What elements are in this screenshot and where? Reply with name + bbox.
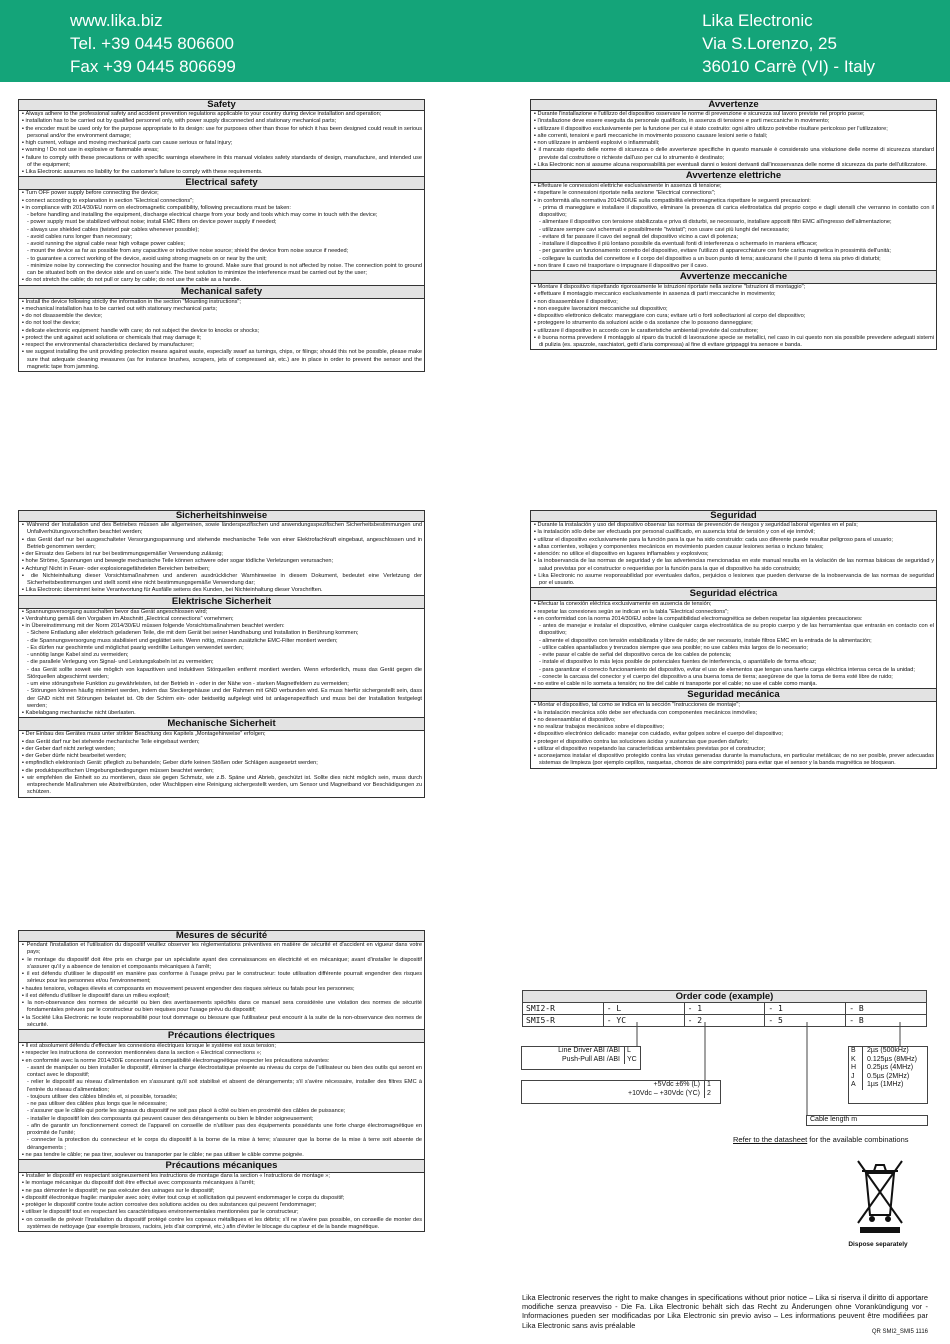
list-item: ▪ hautes tensions, voltages élevés et composants en mouvement peuvent engendrer des risques sérieux ou fatals pour les personnes; bbox=[21, 986, 422, 993]
list-item: ▪ warning ! Do not use in explosive or flammable areas; bbox=[21, 147, 422, 154]
option-code: 1 bbox=[704, 1081, 720, 1090]
list-item: ▪ das Gerät darf nur bei ausgeschalteter Versorgungsspannung und stehende mechanische Teile von einer Elektrofachkraft eingebaut, angeschlossen und in Betrieb genommen werden; bbox=[21, 537, 422, 552]
list-item: ▪ ne pas tendre le câble; ne pas tirer, soulever ou transporter par le câble; ne pas utiliser le câble comme poignée. bbox=[21, 1152, 422, 1159]
sub-list-item: - collegare la custodia del connettore e il corpo del dispositivo a un buon punto di terra; assicurarsi che il punto di terra sia privo di disturbi; bbox=[539, 255, 881, 262]
sub-list-item: - connecter la protection du connecteur et le corps du dispositif à la borne de la mise à terre; s'assurer que la borne de la mise à terre soit absente de dérangements ; bbox=[27, 1137, 422, 1151]
weee-bin-icon bbox=[850, 1153, 908, 1235]
list-item: ▪ la instalación sólo debe ser efectuada por personal cualificado, en ausencia total de tensión y con el eje inmóvil; bbox=[533, 529, 934, 536]
list-item: ▪ Installer le dispositif en respectant soigneusement les instructions de montage dans la section « Instructions de montage »; bbox=[21, 1173, 422, 1180]
contact-info bbox=[70, 9, 236, 78]
list-item: ▪ in compliance with 2014/30/EU norm on electromagnetic compatibility, following precautions must be taken: bbox=[21, 205, 422, 212]
order-code-cell: - 1 bbox=[685, 1003, 766, 1015]
list-item: ▪ en conformidad con la norma 2014/30/EU sobre la compatibilidad electromagnética se deben respetar las siguientes precauciones: bbox=[533, 616, 934, 623]
list-item: ▪ in Übereinstimmung mit der Norm 2014/30/EU müssen folgende Vorsichtsmaßnahmen beachtet werden: bbox=[21, 623, 422, 630]
option-label: Line Driver ABI /ABI bbox=[558, 1047, 620, 1054]
option-label: B bbox=[849, 1047, 863, 1056]
mechanical-safety-list bbox=[530, 702, 937, 768]
cable-length-box: Cable length m bbox=[806, 1115, 928, 1126]
list-item: ▪ Durante la instalación y uso del dispositivo observar las normas de prevención de riesgos y seguridad laboral vigentes en el país; bbox=[533, 522, 934, 529]
electrical-safety-list bbox=[18, 190, 425, 285]
list-item: ▪ mechanical installation has to be carried out with stationary mechanical parts; bbox=[21, 306, 422, 313]
list-item: ▪ protéger le dispositif contre toute action corrosive des solutions acides ou des substances qui peuvent l'endommager; bbox=[21, 1202, 422, 1209]
option-code: 1µs (1MHz) bbox=[867, 1081, 904, 1088]
sub-list-item: - mount the device as far as possible from any capacitive or inductive noise source; shield the device from noise source if needed; bbox=[27, 248, 349, 255]
safety-title: Mesures de sécurité bbox=[18, 930, 425, 942]
safety-title: Safety bbox=[18, 99, 425, 111]
list-item: ▪ effettuare il montaggio meccanico esclusivamente in assenza di parti meccaniche in movimento; bbox=[533, 291, 934, 298]
list-item: ▪ proteger el dispositivo contra las soluciones ácidas y sustancias que pueden dañarlo; bbox=[533, 739, 934, 746]
list-item: ▪ der Einsatz des Gebers ist nur bei bestimmungsgemäßer Verwendung zulässig; bbox=[21, 551, 422, 558]
page-header bbox=[0, 0, 950, 82]
list-item: ▪ high current, voltage and moving mechanical parts can cause serious or fatal injury; bbox=[21, 140, 422, 147]
sub-list-item: - afin de garantir un fonctionnement correct de l'appareil on conseille de n'utiliser pas des équipements possédants une forte charge électromagnétique en proximité de l'unité; bbox=[27, 1122, 422, 1136]
section-fr bbox=[18, 930, 425, 1232]
safety-list bbox=[530, 522, 937, 588]
list-item: ▪ la inobservancia de las normas de seguridad y de las advertencias mencionadas en este manual resulta en la violación de las normas básicas de seguridad y salud previstas por el constructor o requeridas por la función para la que el dispositivo ha sido construido; bbox=[533, 558, 934, 573]
order-code-title: Order code (example) bbox=[522, 990, 927, 1003]
list-item: ▪ è buona norma prevedere il montaggio al riparo da trucioli di lavorazione specie se metallici, nel caso in cui questo non sia possibile prevedere adeguati sistemi di pulizia (es. spazzole, raschiatori, getti d'aria compressa) al fine di evitare grippaggi tra sensore e banda. bbox=[533, 335, 934, 350]
list-item: ▪ il est défendu d'utiliser le dispositif dans un milieu explosif; bbox=[21, 993, 422, 1000]
city: 36010 Carrè (VI) - Italy bbox=[702, 57, 875, 76]
option-code: 0.25µs (4MHz) bbox=[867, 1064, 914, 1071]
sub-list-item: - Störungen können häufig minimiert werden, indem das Steckergehäuse und der Rahmen mit GND verbunden wird. Es muss hierfür sichergestellt sein, dass der GND nicht mit Störungen belastet ist. Ob der Schirm ein- oder beidseitig aufgelegt wird ist anlagenspezifisch und muss bei der Installation festgelegt werden; bbox=[27, 688, 422, 709]
mechanical-safety-title: Mechanical safety bbox=[18, 286, 425, 299]
sub-list-item: - to guarantee a correct working of the device, avoid using strong magnets on or near by the unit; bbox=[27, 255, 267, 262]
list-item: ▪ Always adhere to the professional safety and accident prevention regulations applicable to your country during device installation and operation; bbox=[21, 111, 422, 118]
list-item: ▪ failure to comply with these precautions or with specific warnings elsewhere in this manual violates safety standards of design, manufacture, and intended use of the equipment; bbox=[21, 155, 422, 170]
list-item: ▪ atención: no utilice el dispositivo en lugares inflamables y explosivos; bbox=[533, 551, 934, 558]
option-code: 2 bbox=[704, 1090, 720, 1099]
fax: Fax +39 0445 806699 bbox=[70, 57, 236, 76]
sub-list-item: - utilice cables apantallados y trenzados siempre que sea posible; no use cables más largos de lo necesario; bbox=[539, 644, 808, 651]
electrical-safety-list bbox=[530, 601, 937, 689]
list-item: ▪ der Geber dürfe nicht bearbeitet werden; bbox=[21, 753, 422, 760]
option-label: K bbox=[849, 1056, 863, 1065]
list-item: ▪ die Nichteinhaltung dieser Vorsichtsmaßnahmen und anderen ausdrücklicher Warnhinweise in diesem Dokument, bedeutet eine Verletzung der Sicherheitsbestimmungen und stellt somit eine nicht bestimmungsgemäße Verwendung dar; bbox=[21, 573, 422, 588]
list-item: ▪ utiliser le dispositif tout en respectant les caractéristiques environnementales mentionnées par le constructeur; bbox=[21, 1209, 422, 1216]
list-item: ▪ empfindlich elektronisch Gerät: pfleglich zu behandeln; Geber dürfe keinen Stößen oder Schlägen ausgesetzt werden; bbox=[21, 760, 422, 767]
order-code-cell: - B bbox=[846, 1015, 927, 1027]
electrical-safety-title: Précautions électriques bbox=[18, 1030, 425, 1043]
mechanical-safety-title: Avvertenze meccaniche bbox=[530, 271, 937, 284]
section-de bbox=[18, 510, 425, 798]
option-label: +5Vdc ±6% (L) bbox=[653, 1081, 700, 1088]
list-item: ▪ altas corrientes, voltajes y componentes mecánicos en movimiento pueden causar lesiones serias o incluso fatales; bbox=[533, 544, 934, 551]
list-item: ▪ il est défendu d'utiliser le dispositif en manière pas conforme à l'usage prévu par le constructeur: toute utilisation différente pourrait engendrer des risques sérieux pour les personnes et/ou l'environnement; bbox=[21, 971, 422, 986]
option-label: J bbox=[849, 1073, 863, 1082]
sub-list-item: - always use shielded cables (twisted pair cables whenever possible); bbox=[27, 226, 199, 233]
list-item: ▪ utilizar el dispositivo exclusivamente para la función para la que ha sido construido: cada uso diferente puede resultar peligroso para el usuario; bbox=[533, 537, 934, 544]
safety-title: Seguridad bbox=[530, 510, 937, 522]
mechanical-safety-list bbox=[18, 731, 425, 797]
list-item: ▪ Pendant l'installation et l'utilisation du dispositif veuillez observer les réglementations préventives en matière de sécurité et d'accident en vigueur dans votre pays; bbox=[21, 942, 422, 957]
sub-list-item: - toujours utiliser des câbles blindés et, si possible, torsadés; bbox=[27, 1093, 178, 1100]
list-item: ▪ Spannungsversorgung ausschalten bevor das Gerät angeschlossen wird; bbox=[21, 609, 422, 616]
list-item: ▪ Il est absolument défendu d'effectuer les connexions électriques lorsque le système est sous tension; bbox=[21, 1043, 422, 1050]
sub-list-item: - das Gerät sollte soweit wie möglich von kapazitiven und induktiven Störquellen entfernt montiert werden. Wenn erforderlich, muss das Gerät gegen die Störquellen abgeschirmt werden; bbox=[27, 666, 422, 680]
sub-list-item: - Sichere Entladung aller elektrisch geladenen Teile, die mit dem Gerät bei seiner Handhabung und Installation in Berührung kommen; bbox=[27, 630, 359, 637]
option-code: L bbox=[624, 1047, 640, 1056]
mechanical-safety-list bbox=[18, 299, 425, 373]
list-item: ▪ Der Einbau des Gerätes muss unter strikter Beachtung des Kapitels „Montagehinweise“ erfolgen; bbox=[21, 731, 422, 738]
sub-list-item: - instale el dispositivo lo más lejos posible de potenciales fuentes de interferencia, o apantállelo de forma eficaz; bbox=[539, 659, 817, 666]
list-item: ▪ no estire el cable ni lo someta a tensión; no tire del cable ni transporte por el cable; no use el cable como manija. bbox=[533, 681, 934, 688]
sub-list-item: - evite pasar el cable de señal del dispositivo cerca de los cables de potencia; bbox=[539, 652, 732, 658]
list-item: ▪ Montar el dispositivo, tal como se indica en la sección "Instrucciones de montaje"; bbox=[533, 702, 934, 709]
sub-list-item: - alimente el dispositivo con tensión estabilizada y libre de ruido; de ser necesario, instale filtros EMC en la entrada de la alimentación; bbox=[539, 637, 872, 644]
list-item: ▪ dispositif électronique fragile: manipuler avec soin; éviter tout coup et sollicitation qui peuvent endommager le corps du dispositif; bbox=[21, 1195, 422, 1202]
list-item: ▪ das Gerät darf nur bei stehende mechanische Teile eingebaut werden; bbox=[21, 739, 422, 746]
sub-list-item: - um eine störungsfreie Funktion zu gewährleisten, ist der Betrieb in - oder in der Nähe von - starken Magnetfeldern zu vermeiden; bbox=[27, 681, 349, 687]
list-item: ▪ la Société Lika Electronic ne toute responsabilité pour tout dommage ou blessure que l'utilisateur peut encourir à la suite de la non-observance des normes de sécurité. bbox=[21, 1015, 422, 1030]
company-address bbox=[702, 9, 875, 78]
sub-list-item: - power supply must be stabilized without noise; install EMC filters on device power supply if needed; bbox=[27, 219, 277, 226]
list-item: ▪ le montage mécanique du dispositif doit être effectué avec composants mécaniques à l'arrêt; bbox=[21, 1180, 422, 1187]
mechanical-safety-list bbox=[18, 1173, 425, 1232]
sub-list-item: - relier le dispositif au réseau d'alimentation en s'assurant qu'il soit stabilisé et absent de dérangements; s'il s'avère nécessaire, installer des filtres EMC à l'entrée du réseau d'alimentation; bbox=[27, 1079, 422, 1093]
list-item: ▪ non disassemblare il dispositivo; bbox=[533, 299, 934, 306]
phone: Tel. +39 0445 806600 bbox=[70, 34, 235, 53]
list-item: ▪ utilizzare il dispositivo in accordo con le caratteristiche ambientali previste dal costruttore; bbox=[533, 328, 934, 335]
list-item: ▪ do not stretch the cable; do not pull or carry by cable; do not use the cable as a handle. bbox=[21, 277, 422, 284]
list-item: ▪ Turn OFF power supply before connecting the device; bbox=[21, 190, 422, 197]
option-label: Push-Pull ABI /ABI bbox=[562, 1055, 620, 1063]
list-item: ▪ respetar las conexiones según se indican en la tabla "Electrical connections"; bbox=[533, 609, 934, 616]
list-item: ▪ connect according to explanation in section "Electrical connections"; bbox=[21, 198, 422, 205]
order-code-cell: - 2 bbox=[685, 1015, 766, 1027]
option-label: +10Vdc – +30Vdc (YC) bbox=[628, 1089, 700, 1097]
list-item: ▪ Lika Electronic no asume responsabilidad por eventuales daños, perjuicios o lesiones que pueden derivarse de la inobservancia de las normas de seguridad por el usuario. bbox=[533, 573, 934, 588]
list-item: ▪ proteggere lo strumento da soluzioni acide o da sostanze che lo possono danneggiare; bbox=[533, 320, 934, 327]
list-item: ▪ la instalación mecánica sólo debe ser efectuada con componentes mecánicos inmóviles; bbox=[533, 710, 934, 717]
list-item: ▪ le montage du dispositif doit être pris en charge par un spécialiste ayant des connaissances en électricité et en mécanique; avant d'installer le dispositif s'assurer qu'il y a absence de tension et composants mécaniques à l'arrêt; bbox=[21, 957, 422, 972]
list-item: ▪ utilizar el dispositivo respetando las características ambientales previstas por el constructor; bbox=[533, 746, 934, 753]
list-item: ▪ the encoder must be used only for the purpose appropriate to its design: use for purposes other than those for which it has been designed could result in serious personal and/or the environment damage; bbox=[21, 126, 422, 141]
list-item: ▪ respecter les instructions de connexion mentionnées dans la section « Electrical connections »; bbox=[21, 1050, 422, 1057]
list-item: ▪ do not disassemble the device; bbox=[21, 313, 422, 320]
list-item: ▪ utilizzare il dispositivo esclusivamente per la funzione per cui è stato costruito: ogni altro utilizzo potrebbe risultare pericoloso per l'utilizzatore; bbox=[533, 126, 934, 133]
option-code: 2µs (500kHz) bbox=[867, 1047, 909, 1054]
list-item: ▪ l'installazione deve essere eseguita da personale qualificato, in assenza di tensione e parti meccaniche in movimento; bbox=[533, 118, 934, 125]
list-item: ▪ non eseguire lavorazioni meccaniche sul dispositivo; bbox=[533, 306, 934, 313]
electrical-safety-title: Avvertenze elettriche bbox=[530, 170, 937, 183]
list-item: ▪ delicate electronic equipment: handle with care; do not subject the device to knocks or shocks; bbox=[21, 328, 422, 335]
list-item: ▪ aconsejamos instalar el dispositivo protegido contra las virutas generadas durante la manufactura, en particular metálicas; de no ser posible, prever adecuadas sistemas de limpieza (por ejemplo cepillos, rasquetas, chorros de aire comprimido) para evitar que el sensor y la banda magnética se bloquean. bbox=[533, 753, 934, 768]
sub-list-item: - s'assurer que le câble qui porte les signaux du dispositif ne soit pas placé à côté ou bien en proximité des câbles de puissance; bbox=[27, 1108, 346, 1115]
list-item: ▪ on conseille de prévoir l'installation du dispositif protégé contre les copeaux métalliques et les débris; s'il ne s'avère pas possible, on conseille de monter des systèmes de nettoyage (par exemple brosses, racloirs, jets d'air comprimé, etc.) afin d'éviter le blocage du capteur et de la bande magnétique. bbox=[21, 1217, 422, 1232]
list-item: ▪ respect the environmental characteristics declared by manufacturer; bbox=[21, 342, 422, 349]
list-item: ▪ no desensamblar el dispositivo; bbox=[533, 717, 934, 724]
list-item: ▪ ne pas démonter le dispositif; ne pas exécuter des usinages sur le dispositif; bbox=[21, 1188, 422, 1195]
sub-list-item: - installare il dispositivo il più lontano possibile da eventuali fonti di interferenza o schermarlo in maniera efficace; bbox=[539, 241, 818, 247]
list-item: ▪ rispettare le connessioni riportate nella sezione "Electrical connections"; bbox=[533, 190, 934, 197]
mechanical-safety-title: Mechanische Sicherheit bbox=[18, 718, 425, 731]
section-it bbox=[530, 99, 937, 350]
sub-list-item: - avoid running the signal cable near high voltage power cables; bbox=[27, 241, 185, 247]
sub-list-item: - conecte la carcasa del conector y el cuerpo del dispositivo a una buena toma de tierra; asegúrese de que la toma de tierra esté libre de ruido; bbox=[539, 673, 893, 680]
datasheet-reference bbox=[733, 1135, 909, 1144]
datasheet-link[interactable]: Refer to the datasheet bbox=[733, 1135, 808, 1144]
list-item: ▪ dispositivo electrónico delicado: manejar con cuidado, evitar golpes sobre el cuerpo del dispositivo; bbox=[533, 731, 934, 738]
mechanical-safety-title: Seguridad mecánica bbox=[530, 689, 937, 702]
option-code: 0.5µs (2MHz) bbox=[867, 1072, 910, 1080]
list-item: ▪ Lika Electronic assumes no liability for the customer's failure to comply with these requirements. bbox=[21, 169, 422, 176]
list-item: ▪ Während der Installation und des Betriebes müssen alle allgemeinen, sowie länderspezifischen und anwendungsspezifischen Sicherheitsbestimmungen und Unfallverhütungsvorschriften beachtet werden; bbox=[21, 522, 422, 537]
sub-list-item: - installer le dispositif loin des composants qui peuvent causer des dérangements ou bien le blinder soigneusement; bbox=[27, 1115, 314, 1122]
electrical-safety-title: Electrical safety bbox=[18, 177, 425, 190]
electrical-safety-list bbox=[18, 1043, 425, 1160]
order-code-cell: SMI2-R bbox=[522, 1003, 604, 1015]
sub-list-item: - evitare di far passare il cavo dei segnali del dispositivo vicino a cavi di potenza; bbox=[539, 233, 738, 240]
list-item: ▪ Kabelabgang mechanische nicht überlasten. bbox=[21, 710, 422, 717]
list-item: ▪ do not tool the device; bbox=[21, 320, 422, 327]
list-item: ▪ dispositivo elettronico delicato: maneggiare con cura; evitare urti o forti sollecitazioni al corpo del dispositivo; bbox=[533, 313, 934, 320]
dispose-label: Dispose separately bbox=[848, 1241, 908, 1248]
order-code-connectors bbox=[520, 1004, 930, 1116]
list-item: ▪ Install the device following strictly the information in the section "Mounting instructions"; bbox=[21, 299, 422, 306]
list-item: ▪ Achtung! Nicht in Feuer- oder explosionsgefährdeten Bereichen betreiben; bbox=[21, 566, 422, 573]
sub-list-item: - die parallele Verlegung von Signal- und Leistungskabeln ist zu vermeiden; bbox=[27, 659, 214, 666]
section-en bbox=[18, 99, 425, 372]
list-item: ▪ Montare il dispositivo rispettando rigorosamente le istruzioni riportate nella sezione "Istruzioni di montaggio"; bbox=[533, 284, 934, 291]
option-label: H bbox=[849, 1064, 863, 1073]
company-name: Lika Electronic bbox=[702, 11, 813, 30]
list-item: ▪ la non-observance des normes de sécurité ou bien des avertissements spécifiés dans ce manuel sera considérée une violation des normes de sécurité fondamentales prévues par le constructeur ou bien requises pour l'usage prévu du dispositif; bbox=[21, 1000, 422, 1015]
sub-list-item: - per garantire un funzionamento corretto del dispositivo, evitare l'utilizzo di apparecchiature con forte carica magnetica in prossimità dell'unità; bbox=[539, 248, 891, 255]
list-item: ▪ il mancato rispetto delle norme di sicurezza o delle avvertenze specifiche in questo manuale è considerato una violazione delle norme di sicurezza standard previste dal costruttore o richieste dall'uso per cui lo strumento è destinato; bbox=[533, 147, 934, 162]
sub-list-item: - before handling and installing the equipment, discharge electrical charge from your body and tools which may come in touch with the device; bbox=[27, 212, 378, 218]
safety-list bbox=[530, 111, 937, 170]
list-item: ▪ wir empfehlen die Einheit so zu montieren, dass sie gegen Schmutz, wie z.B. Späne und Abrieb, geschützt ist. Sollte dies nicht möglich sein, muss durch entsprechende Maßnahmen wie Abstreifbürsten, oder Wischlippen eine Reinigung sichergestellt werden, um Sensor und Magnetband vor Beschädigungen zu schützen. bbox=[21, 775, 422, 797]
safety-list bbox=[18, 111, 425, 177]
order-code-cell: - 1 bbox=[765, 1003, 846, 1015]
safety-list bbox=[18, 522, 425, 596]
list-item: ▪ Efectuar la conexión eléctrica exclusivamente en ausencia de tensión; bbox=[533, 601, 934, 608]
sub-list-item: - unnötig lange Kabel sind zu vermeiden; bbox=[27, 652, 129, 658]
list-item: ▪ Lika Electronic übernimmt keine Verantwortung für Ausfälle seitens des Kunden, bei Nichteinhaltung dieser Vorschriften. bbox=[21, 587, 422, 594]
disclaimer-note: Lika Electronic reserves the right to make changes in specifications without prior notice – Lika si riserva il diritto di apportare modifiche senza preavviso - Die Fa. Lika Electronic behält sich das Recht zu Änderungen ohne Vorankündigung vor - Informaciones pueden ser modificadas por Lika Electronic sin previo aviso – Les informations peuvent être modifiées par Lika Electronic sans avis préalable bbox=[522, 1293, 928, 1330]
mechanical-safety-list bbox=[530, 284, 937, 350]
sub-list-item: - Es dürfen nur geschirmte und möglichst paarig verdrillte Leitungen verwendet werden; bbox=[27, 644, 244, 651]
option-label: A bbox=[849, 1081, 863, 1090]
order-code-cell: - B bbox=[846, 1003, 927, 1015]
sub-list-item: - die Spannungsversorgung muss stabilisiert und geglättet sein. Wenn nötig, müssen zusätzliche EMC-Filter montiert werden; bbox=[27, 637, 338, 644]
sub-list-item: - antes de manejar e instalar el dispositivo, elimine cualquier carga electrostática de su propio cuerpo y de las herramientas que entrarán en contacto con el dispositivo; bbox=[539, 623, 934, 637]
sub-list-item: - utilizzare sempre cavi schermati e possibilmente "twistati"; non usare cavi più lunghi del necessario; bbox=[539, 226, 790, 233]
list-item: ▪ Verdrahtung gemäß den Vorgaben im Abschnitt „Electrical connections“ vornehmen; bbox=[21, 616, 422, 623]
electrical-safety-list bbox=[18, 609, 425, 719]
section-es bbox=[530, 510, 937, 769]
list-item: ▪ protect the unit against acid solutions or chemicals that may damage it; bbox=[21, 335, 422, 342]
order-code-cell: SMI5-R bbox=[522, 1015, 604, 1027]
order-code-cell: - 5 bbox=[765, 1015, 846, 1027]
option-code: YC bbox=[624, 1056, 640, 1065]
option-code: 0.125µs (8MHz) bbox=[867, 1055, 917, 1063]
list-item: ▪ der Geber darf nicht zerlegt werden; bbox=[21, 746, 422, 753]
list-item: ▪ Durante l'installazione e l'utilizzo del dispositivo osservare le norme di prevenzione e sicurezza sul lavoro previste nel proprio paese; bbox=[533, 111, 934, 118]
sub-list-item: - minimize noise by connecting the connector housing and the frame to ground. Make sure that ground is not affected by noise. The connection point to ground can be situated both on the device side and on user's side. The best solution to minimize the interference must be carried out by the user; bbox=[27, 262, 422, 276]
safety-title: Sicherheitshinweise bbox=[18, 510, 425, 522]
list-item: ▪ non tirare il cavo né trasportare o impugnare il dispositivo per il cavo. bbox=[533, 263, 934, 270]
list-item: ▪ non utilizzare in ambienti esplosivi o infiammabili; bbox=[533, 140, 934, 147]
list-item: ▪ we suggest installing the unit providing protection means against waste, especially swarf as turnings, chips, or filings; should this not be possible, please make sure that adequate cleaning measures (as for instance brushes, scrapers, jets of compressed air, etc.) are in place in order to prevent the sensor and the magnetic tape from jamming. bbox=[21, 349, 422, 371]
street: Via S.Lorenzo, 25 bbox=[702, 34, 837, 53]
mechanical-safety-title: Précautions mécaniques bbox=[18, 1160, 425, 1173]
sub-list-item: - alimentare il dispositivo con tensione stabilizzata e priva di disturbi, se necessario, installare appositi filtri EMC all'ingresso dell'alimentazione; bbox=[539, 219, 892, 226]
order-code-cell: - YC bbox=[604, 1015, 685, 1027]
datasheet-link-rest: for the available combinations bbox=[807, 1135, 909, 1144]
sub-list-item: - prima di maneggiare e installare il dispositivo, eliminare la presenza di carica elettrostatica dal proprio corpo e dagli utensili che verranno in contatto con il dispositivo; bbox=[539, 204, 934, 218]
list-item: ▪ en conformité avec la norme 2014/30/E concernant la compatibilité électromagnétique respecter les précautions suivantes: bbox=[21, 1058, 422, 1065]
list-item: ▪ Lika Electronic non si assume alcuna responsabilità per eventuali danni o lesioni derivanti dall'inosservanza delle norme di sicurezza da parte dell'utilizzatore. bbox=[533, 162, 934, 169]
electrical-safety-title: Elektrische Sicherheit bbox=[18, 596, 425, 609]
electrical-safety-list bbox=[530, 183, 937, 271]
list-item: ▪ alte correnti, tensioni e parti meccaniche in movimento possono causare lesioni serie o fatali; bbox=[533, 133, 934, 140]
electrical-safety-title: Seguridad eléctrica bbox=[530, 588, 937, 601]
list-item: ▪ die produktspezifischen Umgebungsbedingungen müssen beachtet werden; bbox=[21, 768, 422, 775]
sub-list-item: - avoid cables runs longer than necessary; bbox=[27, 233, 133, 240]
order-code-cell: - L bbox=[604, 1003, 685, 1015]
safety-title: Avvertenze bbox=[530, 99, 937, 111]
website: www.lika.biz bbox=[70, 11, 163, 30]
sub-list-item: - para garantizar el correcto funcionamiento del dispositivo, evitar el uso de elementos que tengan una fuerte carga eléctrica intensa cerca de la unidad; bbox=[539, 666, 915, 673]
list-item: ▪ Effettuare le connessioni elettriche esclusivamente in assenza di tensione; bbox=[533, 183, 934, 190]
list-item: ▪ in conformità alla normativa 2014/30/UE sulla compatibilità elettromagnetica rispettare le seguenti precauzioni: bbox=[533, 198, 934, 205]
safety-list bbox=[18, 942, 425, 1030]
sub-list-item: - ne pas utiliser des câbles plus longs que le nécessaire; bbox=[27, 1101, 167, 1107]
list-item: ▪ no realizar trabajos mecánicos sobre el dispositivo; bbox=[533, 724, 934, 731]
list-item: ▪ installation has to be carried out by qualified personnel only, with power supply disconnected and stationary mechanical parts; bbox=[21, 118, 422, 125]
sub-list-item: - avant de manipuler ou bien installer le dispositif, éliminer la charge électrostatique présente au niveau du corps de l'utilisateur ou bien des outils qui seront en contact avec le dispositif; bbox=[27, 1064, 422, 1078]
document-code: QR SMI2_SMI5 1116 bbox=[871, 1329, 928, 1335]
list-item: ▪ hohe Ströme, Spannungen und bewegte mechanische Teile können schwere oder sogar tödliche Verletzungen verursachen; bbox=[21, 558, 422, 565]
